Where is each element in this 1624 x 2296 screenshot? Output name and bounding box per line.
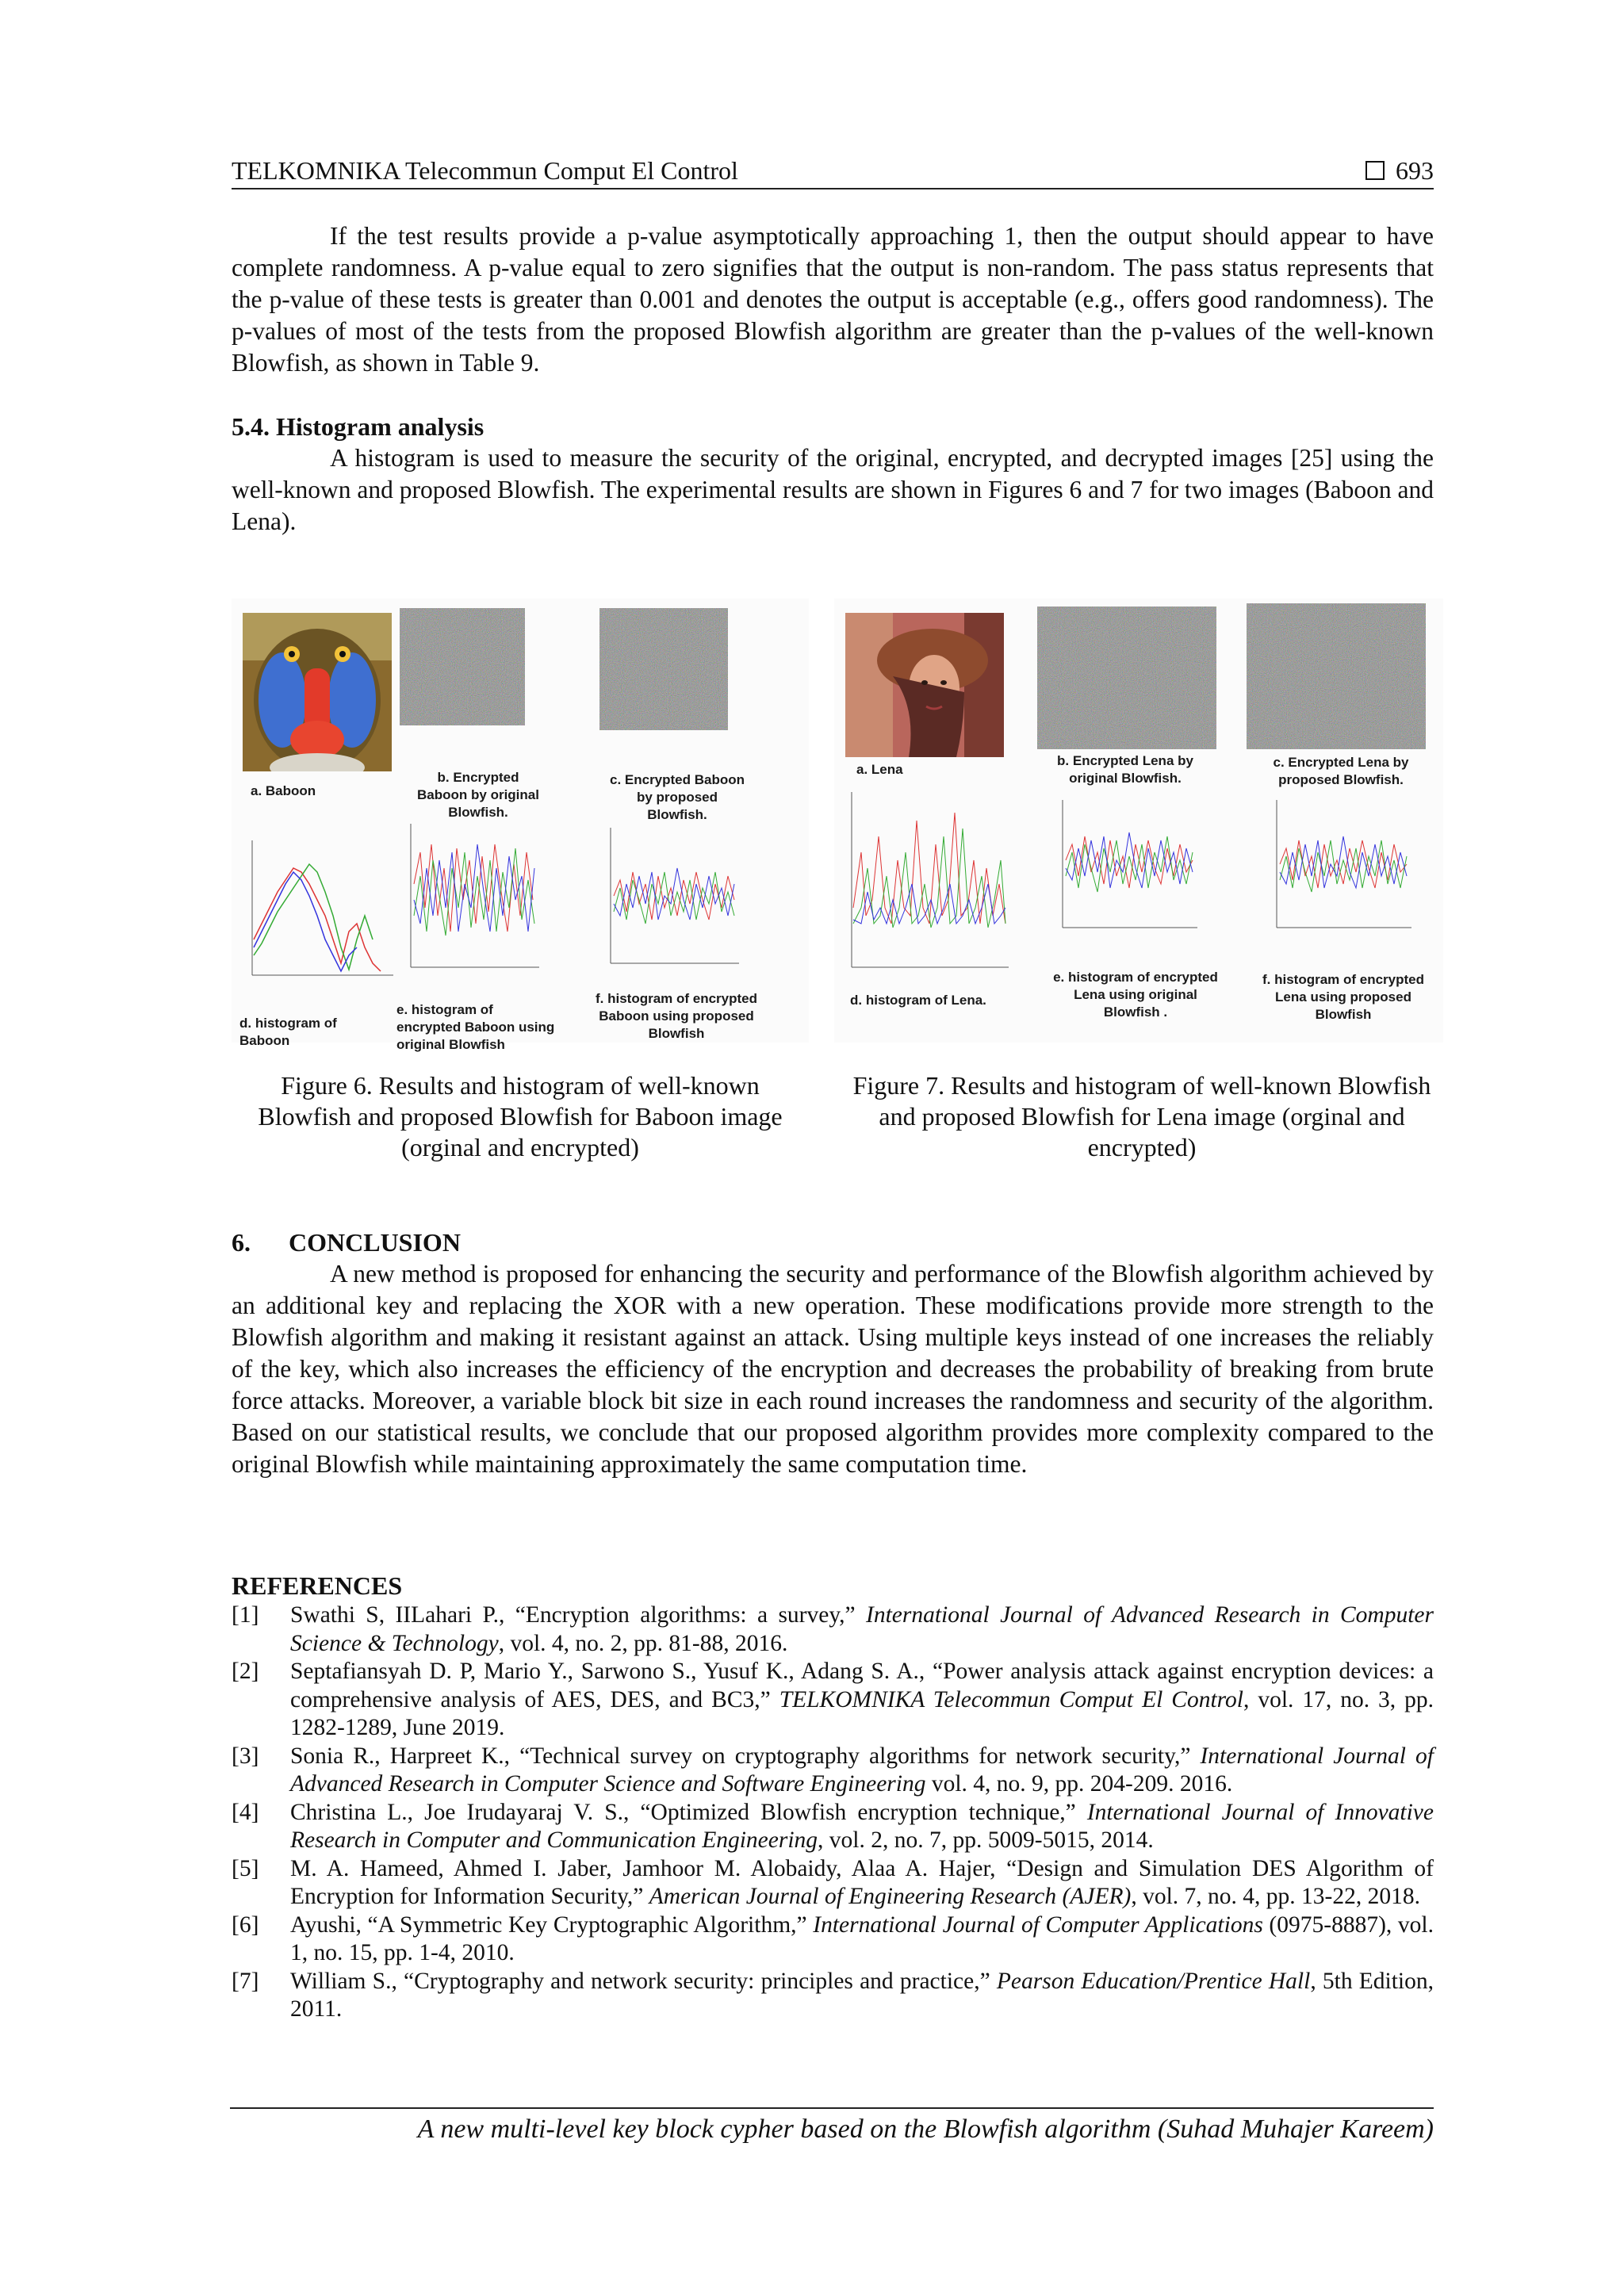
running-footer: A new multi-level key block cypher based on the Blowfish algorithm (Suhad Muhajer Kareem): [417, 2114, 1434, 2144]
fig7-label-b: b. Encrypted Lena by original Blowfish.: [1057, 753, 1193, 786]
running-header: [232, 153, 1434, 189]
figure-7-caption: Figure 7. Results and histogram of well-known Blowfish and proposed Blowfish for Lena image (orginal and encrypted): [852, 1071, 1431, 1161]
section-heading-histogram: 5.4. Histogram analysis: [232, 412, 485, 441]
square-bullet-icon: [1365, 161, 1385, 180]
fig6-label-e: e. histogram of encrypted Baboon using original Blowfish: [396, 1002, 555, 1052]
reference-item: [7] William S., “Cryptography and network security: principles and practice,” Pearson Education/Prentice Hall, 5th Edition, 2011.: [232, 1968, 1434, 2022]
journal-title: TELKOMNIKA Telecommun Comput El Control: [232, 156, 738, 185]
fig7-label-d: d. histogram of Lena.: [850, 993, 986, 1008]
fig7-label-e: e. histogram of encrypted Lena using original Blowfish .: [1053, 970, 1218, 1020]
encrypted-lena-proposed-histogram: [1272, 797, 1415, 939]
reference-item: [1] Swathi S, IILahari P., “Encryption algorithms: a survey,” International Journal of Advanced Research in Computer Science & Technology, vol. 4, no. 2, pp. 81-88, 2016.: [232, 1602, 1434, 1656]
page-number: 693: [1396, 156, 1434, 185]
figure-6-caption: Figure 6. Results and histogram of well-known Blowfish and proposed Blowfish for Baboon image (orginal and encrypted): [258, 1071, 783, 1161]
histogram-paragraph: A histogram is used to measure the security of the original, encrypted, and decrypted images [25] using the well-known and proposed Blowfish. The experimental results are shown in Figures 6 and 7 for two images (Baboon and Lena).: [232, 444, 1434, 535]
encrypted-lena-original-histogram: [1058, 797, 1201, 939]
fig7-label-c: c. Encrypted Lena by proposed Blowfish.: [1273, 755, 1409, 787]
encrypted-lena-proposed-image: [1247, 603, 1426, 749]
fig7-label-f: f. histogram of encrypted Lena using proposed Blowfish: [1262, 972, 1425, 1022]
conclusion-paragraph: A new method is proposed for enhancing the security and performance of the Blowfish algorithm achieved by an additional key and replacing the XOR with a new operation. These modifications provide more strength to the Blowfish algorithm and making it resistant against an attack. Using multiple keys instead of one increases the reliably of the key, which also increases the efficiency of the encryption and decreases the probability of breaking from brute force attacks. Moreover, a variable block bit size in each round increases the randomness and security of the algorithm. Based on our statistical results, we conclude that our proposed algorithm provides more complexity compared to the original Blowfish while maintaining approximately the same computation time.: [232, 1260, 1434, 1478]
references-heading: REFERENCES: [232, 1571, 403, 1600]
encrypted-lena-original-image: [1037, 607, 1216, 749]
fig6-label-f: f. histogram of encrypted Baboon using proposed Blowfish: [595, 991, 758, 1041]
baboon-histogram: [246, 836, 396, 987]
intro-paragraph: If the test results provide a p-value asymptotically approaching 1, then the output should appear to have complete randomness. A p-value equal to zero signifies that the output is non-random. The pass status represents that the p-value of these tests is greater than 0.001 and denotes the output is acceptable (e.g., offers good randomness). The p-values of most of the tests from the proposed Blowfish algorithm are greater than the p-values of the well-known Blowfish, as shown in Table 9.: [232, 222, 1434, 377]
footer-rule: [230, 2107, 1434, 2109]
encrypted-baboon-original-histogram: [406, 821, 541, 979]
encrypted-baboon-proposed-histogram: [606, 825, 741, 975]
fig6-label-b: b. Encrypted Baboon by original Blowfish.: [417, 770, 539, 820]
lena-image: [845, 613, 1004, 757]
references-list: [232, 1601, 1434, 2024]
baboon-image: [243, 613, 392, 771]
reference-item: [5] M. A. Hameed, Ahmed I. Jaber, Jamhoor M. Alobaidy, Alaa A. Hajer, “Design and Simulation DES Algorithm of Encryption for Information Security,” American Journal of Engineering Research (AJER), vol. 7, no. 4, pp. 13-22, 2018.: [232, 1855, 1434, 1909]
reference-item: [3] Sonia R., Harpreet K., “Technical survey on cryptography algorithms for network security,” International Journal of Advanced Research in Computer Science and Software Engineering vol. 4, no. 9, pp. 204-209. 2016.: [232, 1743, 1434, 1797]
fig6-label-a: a. Baboon: [251, 783, 316, 798]
page-number-block: [1365, 153, 1434, 188]
fig6-label-c: c. Encrypted Baboon by proposed Blowfish.: [609, 772, 745, 822]
reference-item: [4] Christina L., Joe Irudayaraj V. S., “Optimized Blowfish encryption technique,” International Journal of Innovative Research in Computer and Communication Engineering, vol. 2, no. 7, pp. 5009-5015, 2014.: [232, 1799, 1434, 1853]
lena-histogram: [845, 789, 1012, 979]
section-heading-conclusion: 6. CONCLUSION: [232, 1228, 461, 1257]
fig6-label-d: d. histogram of Baboon: [239, 1016, 337, 1048]
reference-item: [2] Septafiansyah D. P, Mario Y., Sarwono S., Yusuf K., Adang S. A., “Power analysis attack against encryption devices: a comprehensive analysis of AES, DES, and BC3,” TELKOMNIKA Telecommun Comput El Control, vol. 17, no. 3, pp. 1282-1289, June 2019.: [232, 1659, 1434, 1740]
encrypted-baboon-proposed-image: [599, 608, 728, 730]
reference-item: [6] Ayushi, “A Symmetric Key Cryptographic Algorithm,” International Journal of Computer Applications (0975-8887), vol. 1, no. 15, pp. 1-4, 2010.: [232, 1911, 1434, 1965]
figure-7: [834, 599, 1443, 1043]
encrypted-baboon-original-image: [400, 608, 525, 725]
fig7-label-a: a. Lena: [856, 762, 903, 777]
figure-6: [232, 599, 809, 1052]
